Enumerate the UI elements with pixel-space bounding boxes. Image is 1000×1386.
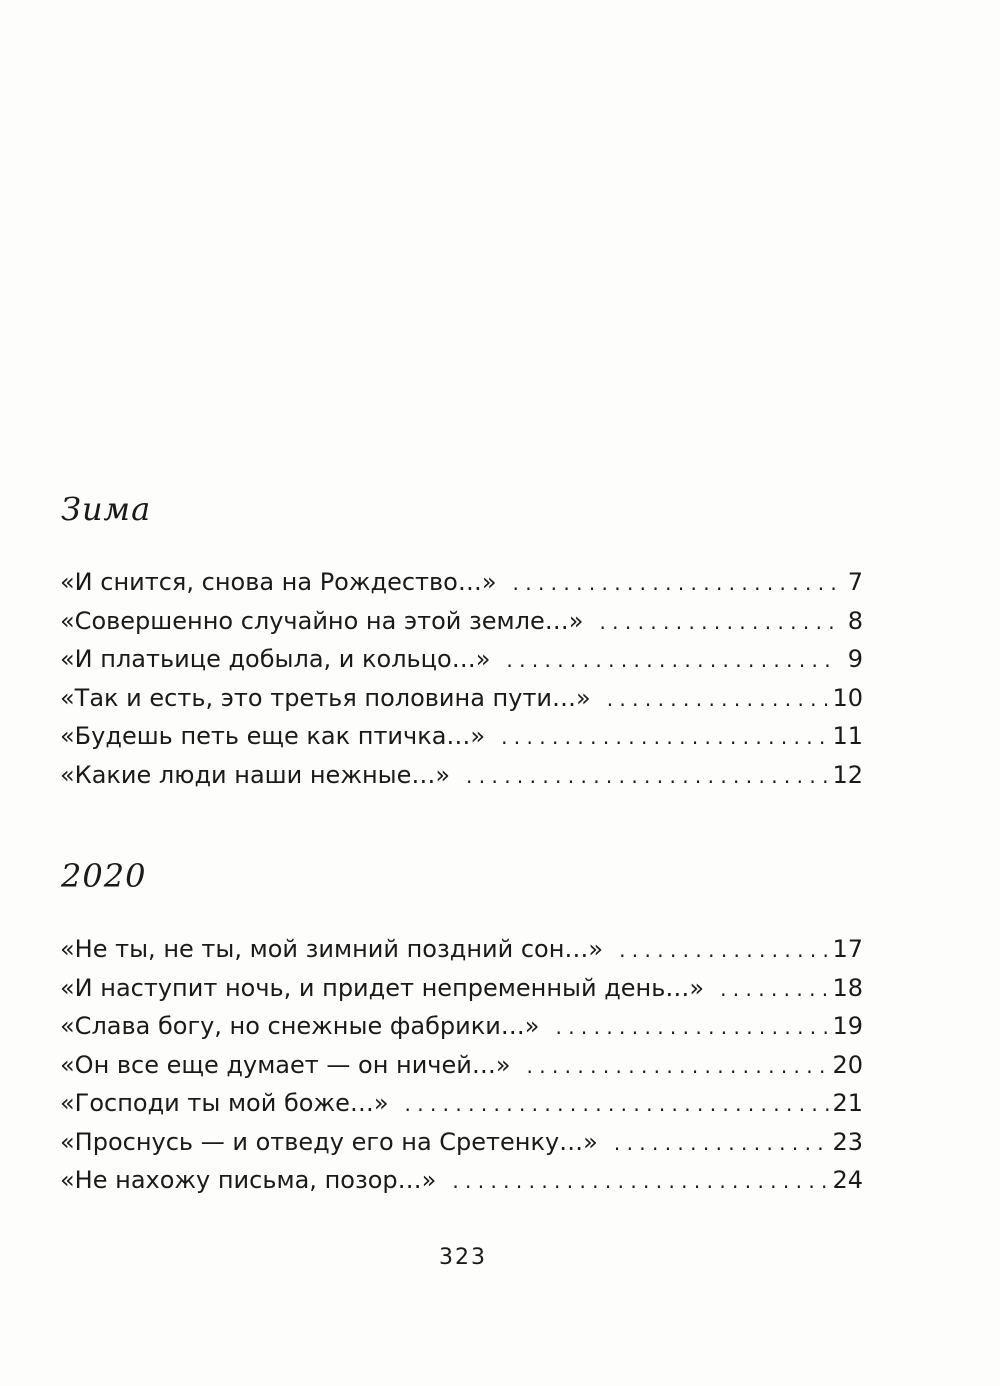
toc-entry-title: «Не ты, не ты, мой зимний поздний сон…» [60,935,604,963]
section-title-zima: Зима [61,490,152,528]
toc-entry-title: «И платьице добыла, и кольцо…» [60,645,491,673]
toc-entry-page: 9 [847,645,863,673]
toc-entry-title: «Какие люди наши нежные…» [60,760,451,789]
toc-entry-page: 19 [832,1012,863,1040]
dot-leader [603,931,830,969]
dot-leader [436,1162,830,1200]
dot-leader [485,718,830,756]
toc-entry [60,679,863,718]
section-title-2020: 2020 [61,857,147,895]
toc-entry-title: «Он все еще думает — он ничей…» [60,1050,511,1079]
toc-entry-page: 20 [832,1050,863,1079]
toc-entry-title: «Проснусь — и отведу его на Сретенку…» [60,1127,598,1156]
toc-entry-page: 12 [832,760,863,789]
toc-entry [60,969,863,1008]
toc-entry [60,1084,863,1123]
toc-entry [60,1046,863,1085]
toc-list-zima [60,563,863,794]
toc-entry-page: 17 [832,935,863,963]
dot-leader [450,757,830,795]
toc-entry [60,1161,863,1200]
toc-entry-title: «Совершенно случайно на этой земле…» [60,606,584,635]
toc-entry-title: «Будешь петь еще как птичка…» [60,722,486,750]
toc-entry-title: «Так и есть, это третья половина пути…» [60,683,591,712]
dot-leader [591,680,831,718]
dot-leader [539,1008,830,1046]
dot-leader [490,641,835,679]
toc-entry-page: 21 [832,1089,863,1117]
toc-entry [60,1007,863,1046]
toc-entry-page: 8 [847,606,863,635]
toc-entry-title: «Слава богу, но снежные фабрики…» [60,1012,540,1040]
toc-entry [60,640,863,679]
dot-leader [497,564,835,602]
toc-entry [60,756,863,795]
toc-entry-page: 10 [832,683,863,712]
dot-leader [389,1085,831,1123]
toc-entry [60,602,863,641]
toc-entry-page: 24 [832,1166,863,1194]
toc-entry-page: 7 [847,568,863,596]
toc-entry [60,717,863,756]
toc-entry-page: 18 [832,973,863,1002]
toc-entry-page: 11 [832,722,863,750]
dot-leader [511,1047,831,1085]
toc-entry-title: «Господи ты мой боже…» [60,1089,389,1117]
page-number: 323 [439,1245,487,1270]
toc-entry [60,563,863,602]
toc-entry-title: «Не нахожу письма, позор…» [60,1166,437,1194]
toc-entry-page: 23 [832,1127,863,1156]
toc-list-2020 [60,930,863,1200]
toc-entry-title: «И наступит ночь, и придет непременный день…» [60,973,705,1002]
toc-entry [60,930,863,969]
dot-leader [598,1124,831,1162]
toc-entry-title: «И снится, снова на Рождество…» [60,568,497,596]
dot-leader [704,970,830,1008]
toc-entry [60,1123,863,1162]
dot-leader [583,603,835,641]
